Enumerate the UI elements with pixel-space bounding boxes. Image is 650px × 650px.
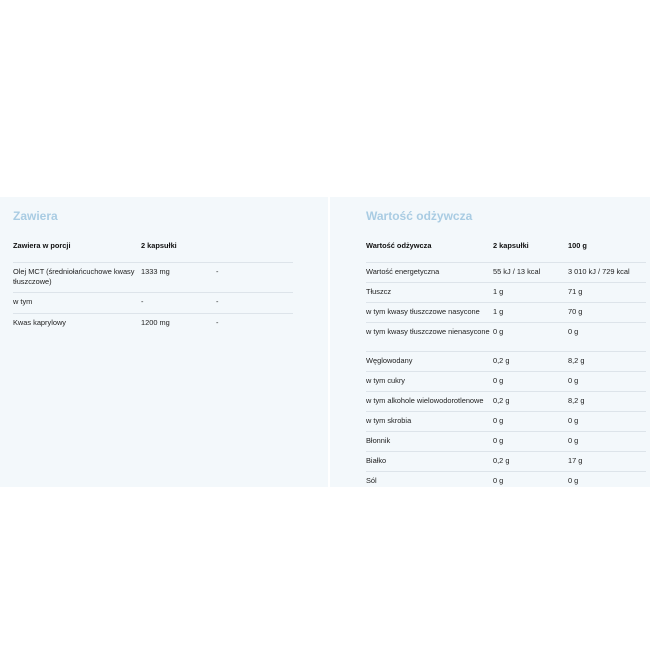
nutrient-name: Błonnik — [366, 432, 493, 452]
ingredient-extra-value: - — [216, 293, 293, 314]
nutrient-100g-value: 0 g — [568, 372, 646, 392]
nutrient-serving-value: 0 g — [493, 476, 504, 485]
nutrient-serving-value: 0 g — [493, 412, 568, 432]
table-row — [366, 372, 646, 392]
nutrient-name: Węglowodany — [366, 352, 493, 372]
table-row — [13, 263, 293, 293]
nutrient-100g-value: 0 g — [568, 323, 646, 352]
contains-header-extra — [216, 241, 293, 263]
nutrient-name: Wartość energetyczna — [366, 263, 493, 283]
nutrition-header-100g: 100 g — [568, 241, 646, 263]
nutrient-name: w tym skrobia — [366, 412, 493, 432]
contains-header-ingredient: Zawiera w porcji — [13, 241, 141, 263]
nutrition-header-name: Wartość odżywcza — [366, 241, 493, 263]
nutrient-name: w tym kwasy tłuszczowe nasycone — [366, 303, 493, 323]
ingredient-name: Kwas kaprylowy — [13, 318, 66, 327]
contains-panel — [0, 197, 328, 487]
table-row — [366, 283, 646, 303]
ingredient-extra-value: - — [216, 263, 293, 293]
table-row — [366, 392, 646, 412]
nutrient-100g-value: 0 g — [568, 432, 646, 452]
nutrient-serving-value: 0,2 g — [493, 352, 568, 372]
table-row — [366, 303, 646, 323]
ingredient-serving-value: - — [141, 293, 216, 314]
nutrient-100g-value: 3 010 kJ / 729 kcal — [568, 263, 646, 283]
nutrition-panel — [330, 197, 650, 487]
nutrient-serving-value: 0 g — [493, 372, 568, 392]
ingredient-serving-value: 1200 mg — [141, 318, 170, 327]
nutrient-serving-value: 1 g — [493, 303, 568, 323]
ingredient-name: w tym — [13, 293, 141, 314]
table-row — [366, 352, 646, 372]
nutrient-100g-value: 71 g — [568, 283, 646, 303]
nutrient-name: Białko — [366, 452, 493, 472]
nutrient-100g-value: 70 g — [568, 303, 646, 323]
table-row — [366, 432, 646, 452]
table-row — [13, 314, 293, 335]
nutrition-header-serving: 2 kapsułki — [493, 241, 568, 263]
nutrient-serving-value: 0 g — [493, 432, 568, 452]
nutrient-serving-value: 0,2 g — [493, 452, 568, 472]
nutrient-name: w tym cukry — [366, 372, 493, 392]
nutrient-serving-value: 55 kJ / 13 kcal — [493, 263, 568, 283]
ingredient-serving-value: 1333 mg — [141, 263, 216, 293]
nutrient-name: w tym kwasy tłuszczowe nienasycone — [366, 323, 493, 352]
table-row — [13, 293, 293, 314]
nutrition-table — [366, 241, 646, 491]
ingredient-extra-value: - — [216, 318, 219, 327]
table-row — [366, 323, 646, 352]
nutrient-100g-value: 0 g — [568, 476, 579, 485]
contains-title: Zawiera — [13, 209, 58, 223]
contains-table — [13, 241, 293, 334]
table-row — [366, 263, 646, 283]
ingredient-name: Olej MCT (średniołańcuchowe kwasy tłuszczowe) — [13, 263, 141, 293]
nutrient-name: Sól — [366, 476, 377, 485]
nutrient-100g-value: 0 g — [568, 412, 646, 432]
nutrient-name: w tym alkohole wielowodorotlenowe — [366, 392, 493, 412]
nutrient-100g-value: 17 g — [568, 452, 646, 472]
table-row — [366, 412, 646, 432]
nutrient-100g-value: 8,2 g — [568, 352, 646, 372]
product-info-panels — [0, 197, 650, 487]
nutrient-serving-value: 0 g — [493, 323, 568, 352]
table-row — [366, 452, 646, 472]
nutrient-100g-value: 8,2 g — [568, 392, 646, 412]
nutrient-serving-value: 0,2 g — [493, 392, 568, 412]
nutrition-title: Wartość odżywcza — [366, 209, 473, 223]
nutrient-name: Tłuszcz — [366, 283, 493, 303]
table-row — [366, 472, 646, 492]
nutrition-header-row — [366, 241, 646, 263]
nutrient-serving-value: 1 g — [493, 283, 568, 303]
contains-header-serving: 2 kapsułki — [141, 241, 216, 263]
contains-header-row — [13, 241, 293, 263]
